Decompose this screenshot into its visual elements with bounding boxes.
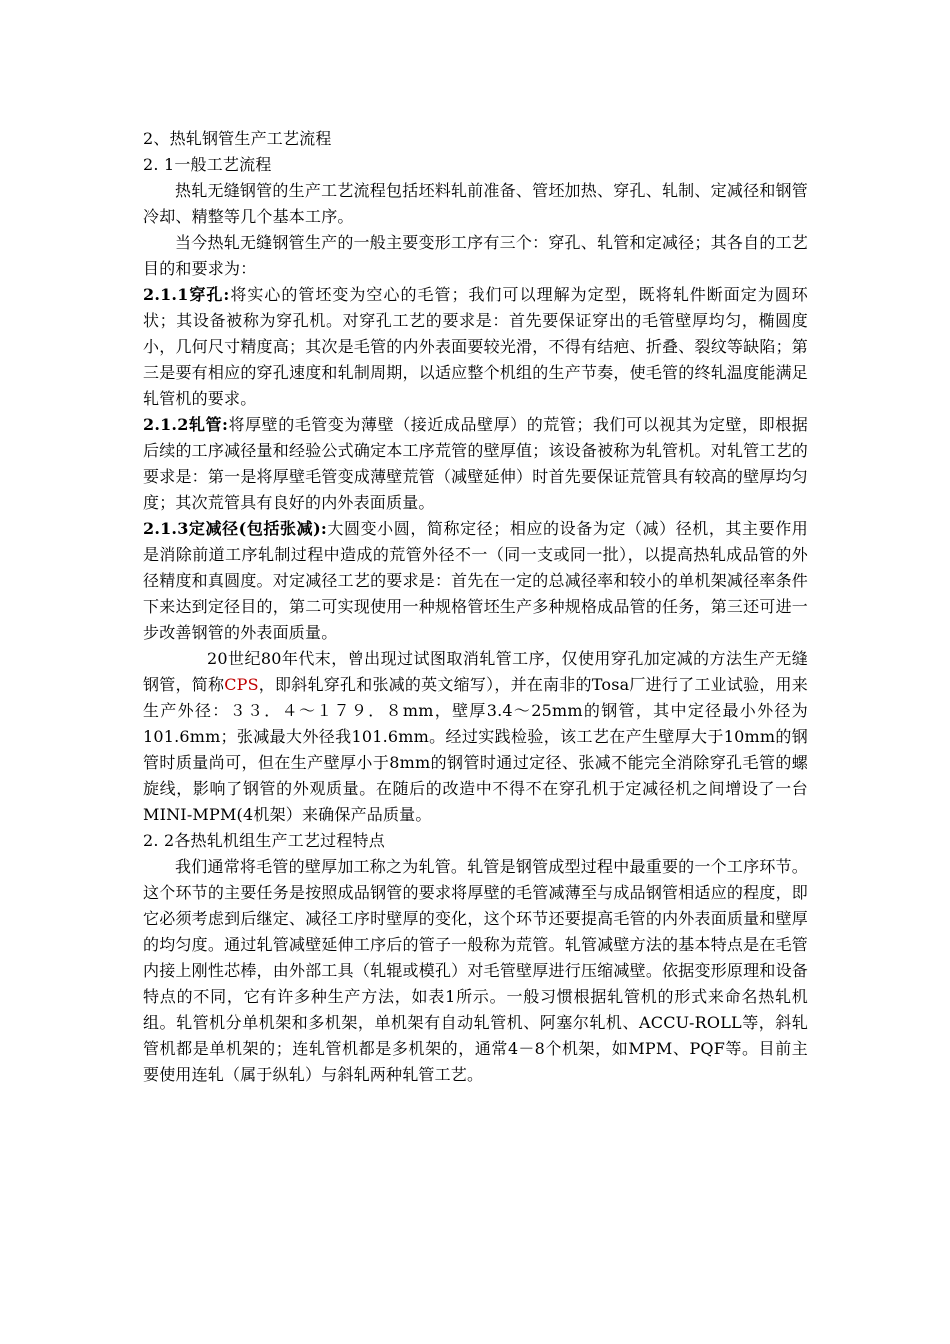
item-sizing-text: 大圆变小圆，简称定径；相应的设备为定（减）径机，其主要作用是消除前道工序轧制过程中造成的荒管外径不一（同一支或同一批），以提高热轧成品管的外径精度和真圆度。对定减径工艺的要求是：首先在一定的总减径率和较小的单机架减径率条件下来达到定径目的，第二可实现使用一种规格管坯生产多种规格成品管的任务，第三还可进一步改善钢管的外表面质量。 [143,519,808,642]
cps-text-after: ，即斜轧穿孔和张减的英文缩写），并在南非的Tosa厂进行了工业试验，用来生产外径：３３．４～１７９．８mm，壁厚3.4～25mm的钢管，其中定径最小外径为101.6mm；张减最大外径我101.6mm。经过实践检验，该工艺在产生壁厚大于10mm的钢管时质量尚可，但在生产壁厚小于8mm的钢管时通过定径、张减不能完全消除穿孔毛管的螺旋线，影响了钢管的外观质量。在随后的改造中不得不在穿孔机于定减径机之间增设了一台MINI-MPM(4机架）来确保产品质量。 [143,675,808,824]
paragraph-tube-rolling: 我们通常将毛管的壁厚加工称之为轧管。轧管是钢管成型过程中最重要的一个工序环节。这个环节的主要任务是按照成品钢管的要求将厚壁的毛管减薄至与成品钢管相适应的程度，即它必须考虑到后继定、减径工序时壁厚的变化，这个环节还要提高毛管的内外表面质量和壁厚的均匀度。通过轧管减壁延伸工序后的管子一般称为荒管。轧管减壁方法的基本特点是在毛管内接上刚性芯棒，由外部工具（轧辊或模孔）对毛管壁厚进行压缩减壁。依据变形原理和设备特点的不同，它有许多种生产方法，如表1所示。一般习惯根据轧管机的形式来命名热轧机组。轧管机分单机架和多机架，单机架有自动轧管机、阿塞尔轧机、ACCU-ROLL等，斜轧管机都是单机架的；连轧管机都是多机架的，通常4－8个机架，如MPM、PQF等。目前主要使用连轧（属于纵轧）与斜轧两种轧管工艺。 [143,857,808,1084]
item-sizing-title: 2.1.3定减径(包括张减): [143,519,328,538]
section-heading: 2、热轧钢管生产工艺流程 [143,129,332,148]
item-piercing-text: 将实心的管坯变为空心的毛管；我们可以理解为定型，既将轧件断面定为圆环状；其设备被称为穿孔机。对穿孔工艺的要求是：首先要保证穿出的毛管壁厚均匀，椭圆度小，几何尺寸精度高；其次是毛管的内外表面要较光滑，不得有结疤、折叠、裂纹等缺陷；第三是要有相应的穿孔速度和轧制周期，以适应整个机组的生产节奏，使毛管的终轧温度能满足轧管机的要求。 [143,285,808,408]
item-rolling-title: 2.1.2轧管: [143,415,229,434]
subsection-heading-2-1: 2. 1一般工艺流程 [143,155,272,174]
paragraph-process-overview: 热轧无缝钢管的生产工艺流程包括坯料轧前准备、管坯加热、穿孔、轧制、定减径和钢管冷却、精整等几个基本工序。 [143,181,808,226]
cps-highlight: CPS [224,675,259,694]
paragraph-deformation-steps: 当今热轧无缝钢管生产的一般主要变形工序有三个：穿孔、轧管和定减径；其各自的工艺目的和要求为： [143,233,808,278]
document-page [143,126,808,1088]
item-rolling [143,412,808,516]
item-sizing [143,516,808,646]
subsection-heading-2-2: 2. 2各热轧机组生产工艺过程特点 [143,831,385,850]
paragraph-cps-history [143,646,808,828]
item-piercing [143,282,808,412]
cps-text-before: 20世纪80年代末，曾出现过试图取消轧管工序，仅使用穿孔加定减的方法生产无缝钢管，简称 [143,649,808,694]
item-rolling-text: 将厚壁的毛管变为薄壁（接近成品壁厚）的荒管；我们可以视其为定壁，即根据后续的工序减径量和经验公式确定本工序荒管的壁厚值；该设备被称为轧管机。对轧管工艺的要求是：第一是将厚壁毛管变成薄壁荒管（减壁延伸）时首先要保证荒管具有较高的壁厚均匀度；其次荒管具有良好的内外表面质量。 [143,415,808,512]
item-piercing-title: 2.1.1穿孔: [143,285,230,304]
